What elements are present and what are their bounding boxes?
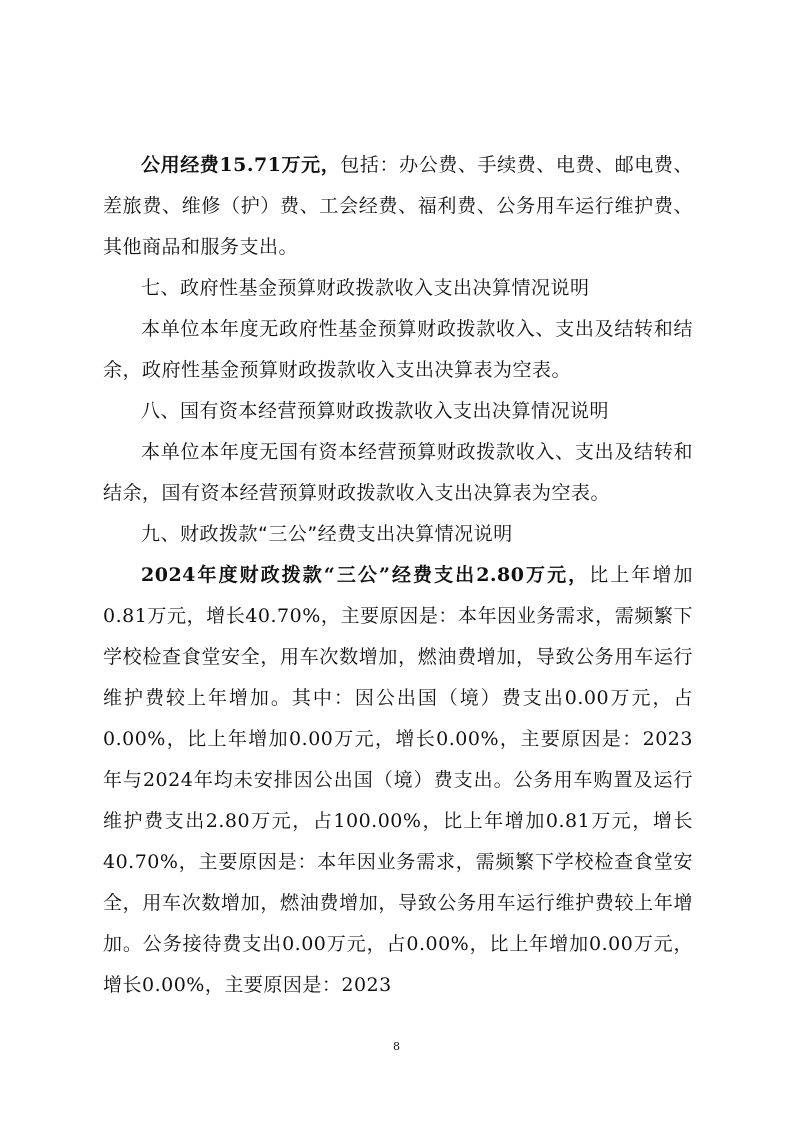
section-heading-7: 七、政府性基金预算财政拨款收入支出决算情况说明: [141, 277, 590, 299]
paragraph-section-7: 本单位本年度无政府性基金预算财政拨款收入、支出及结转和结余，政府性基金预算财政拨款收入支出决算表为空表。: [103, 318, 693, 381]
public-funds-lead: 公用经费15.71万元，: [141, 154, 341, 176]
section-heading-9: 九、财政拨款“三公”经费支出决算情况说明: [141, 523, 513, 545]
paragraph-section-8: 本单位本年度无国有资本经营预算财政拨款收入、支出及结转和结余，国有资本经营预算财政拨款收入支出决算表为空表。: [103, 441, 693, 504]
page-number: 8: [393, 1040, 400, 1053]
paragraph-section-9: [103, 555, 693, 1006]
paragraph-public-funds: [103, 145, 693, 268]
three-public-lead: 2024年度财政拨款“三公”经费支出2.80万元，: [141, 564, 590, 586]
three-public-text: 比上年增加0.81万元，增长40.70%，主要原因是：本年因业务需求，需频繁下学校检查食堂安全，用车次数增加，燃油费增加，导致公务用车运行维护费较上年增加。其中：因公出国（境）费支出0.00万元，占0.00%，比上年增加0.00万元，增长0.00%，主要原因是：2023年与2024年均未安排因公出国（境）费支出。公务用车购置及运行维护费支出2.80万元，占100.00%，比上年增加0.81万元，增长40.70%，主要原因是：本年因业务需求，需频繁下学校检查食堂安全，用车次数增加，燃油费增加，导致公务用车运行维护费较上年增加。公务接待费支出0.00万元，占0.00%，比上年增加0.00万元，增长0.00%，主要原因是：2023: [103, 564, 693, 996]
public-funds-text: 包括：办公费、手续费、电费、邮电费、差旅费、维修（护）费、工会经费、福利费、公务用车运行维护费、其他商品和服务支出。: [103, 154, 693, 258]
section-heading-8: 八、国有资本经营预算财政拨款收入支出决算情况说明: [141, 400, 610, 422]
